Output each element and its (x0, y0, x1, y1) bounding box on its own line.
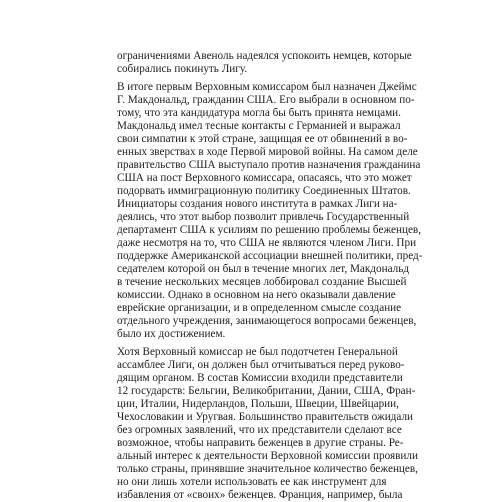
text-line: еврейские организации, и в определенном смысле создание (117, 302, 402, 314)
text-line: Инициаторы создания нового института в рамках Лиги на- (117, 198, 398, 210)
text-line: енных зверствах в ходе Первой мировой войны. На самом деле (117, 146, 418, 158)
text-line: поддержке Американской ассоциации внешней политики, пред- (117, 250, 423, 262)
text-line: собирались покинуть Лигу. (117, 63, 248, 75)
text-line: Г. Макдональд, гражданин США. Его выбрали в основном по- (117, 94, 415, 106)
text-line: Хотя Верховный комиссар не был подотчетен Генеральной (117, 346, 398, 358)
text-line: альный интерес к деятельности Верховной комиссии проявили (117, 450, 418, 462)
text-line: ограничениями Авеноль надеялся успокоить немцев, которые (117, 50, 412, 62)
text-line: было их достижением. (117, 328, 226, 340)
text-line: ции, Италии, Нидерландов, Польши, Швеции, Швейцарии, (117, 398, 399, 410)
text-line: без огромных заявлений, что их представители сделают все (117, 424, 402, 436)
text-line: ассамблее Лиги, он должен был отчитываться перед руково- (117, 359, 405, 371)
text-line: избавления от «своих» беженцев. Франция, например, была (117, 489, 403, 501)
text-line: департамент США к усилиям по решению проблемы беженцев, (117, 224, 422, 236)
text-line: 12 государств: Бельгии, Великобритании, Дании, США, Фран- (117, 385, 416, 397)
text-line: подорвать иммиграционную политику Соединенных Штатов. (117, 185, 411, 197)
text-line: возможное, чтобы направить беженцев в другие страны. Ре- (117, 437, 404, 449)
text-line: свои симпатии к этой стране, защищая ее от обвинений в во- (117, 133, 408, 145)
text-line: даже несмотря на то, что США не являются членом Лиги. При (117, 237, 417, 249)
text-line: правительство США выступало против назначения гражданина (117, 159, 421, 171)
text-line: комиссии. Однако в основном на него оказывали давление (117, 289, 396, 301)
text-line: деялись, что этот выбор позволит привлечь Государственный (117, 211, 410, 223)
text-line: но они лишь хотели использовать ее как инструмент для (117, 476, 387, 488)
text-line: дящим органом. В состав Комиссии входили представители (117, 372, 403, 384)
text-line: Макдональд имел тесные контакты с Германией и выражал (117, 120, 401, 132)
text-line: США на пост Верховного комиссара, опасаясь, что это может (117, 172, 412, 184)
text-line: седателем которой он был в течение многих лет, Макдональд (117, 263, 410, 275)
text-line: в течение нескольких месяцев лоббировал создание Высшей (117, 276, 407, 288)
text-line: только страны, принявшие значительное количество беженцев, (117, 463, 418, 475)
text-line: Чехословакии и Уругвая. Большинство правительств ожидали (117, 411, 414, 423)
text-line: тому, что эта кандидатура могла бы быть принята немцами. (117, 107, 401, 119)
text-line: отдельного учреждения, занимающегося вопросами беженцев, (117, 315, 417, 327)
text-line: В итоге первым Верховным комиссаром был назначен Джеймс (117, 81, 417, 93)
